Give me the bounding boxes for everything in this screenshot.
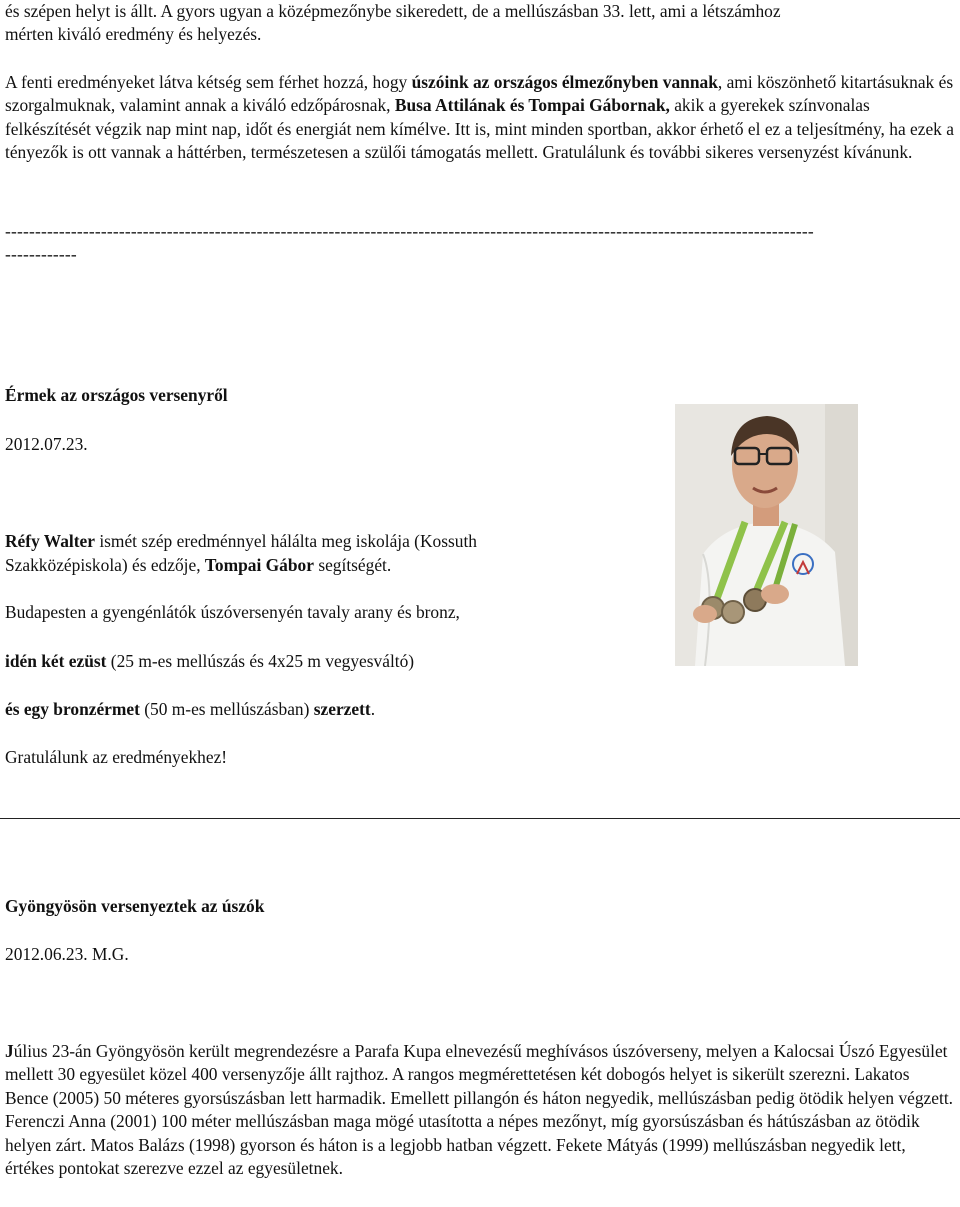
text-span: . xyxy=(370,699,376,719)
summary-bold-elite: úszóink az országos élmezőnyben vannak xyxy=(411,72,718,92)
article-2-body xyxy=(5,1040,957,1180)
earned-word: szerzett xyxy=(313,699,371,719)
text-span: (25 m-es mellúszás és 4x25 m vegyesváltó) xyxy=(106,651,415,671)
summary-bold-coaches: Busa Attilának és Tompai Gábornak, xyxy=(394,95,670,116)
article-1-p1-line2 xyxy=(5,554,391,577)
intro-line-1: és szépen helyt is állt. A gyors ugyan a középmezőnybe sikeredett, de a mellúszásban 33. lett, ami a létszámhoz xyxy=(5,1,781,21)
drop-letter: J xyxy=(5,1041,14,1061)
separator-line-2: ------------ xyxy=(5,244,77,264)
silver-medals: idén két ezüst xyxy=(5,651,107,671)
article-1-p2: Budapesten a gyengénlátók úszóversenyén tavaly arany és bronz, xyxy=(5,602,460,622)
text-span: Szakközépiskola) és edzője, xyxy=(5,555,205,575)
article-1-date: 2012.07.23. xyxy=(5,434,88,454)
separator-line-1: --------------------------------------------------------------------------------------------------------------------------------------- xyxy=(5,221,814,241)
intro-line-2: mérten kiváló eredmény és helyezés. xyxy=(5,24,262,44)
article-1-p4 xyxy=(5,699,375,720)
article-1-p1-line1 xyxy=(5,530,477,553)
text-span: segítségét. xyxy=(313,555,392,575)
horizontal-rule xyxy=(0,818,960,819)
article-2-text: úlius 23-án Gyöngyösön került megrendezésre a Parafa Kupa elnevezésű meghívásos úszóverseny, melyen a Kalocsai Úszó Egyesület mellett 30 egyesület közel 400 versenyzője állt rajthoz. A rangos megmérettetésen két dobogós helyet is sikerült szerezni. Lakatos Bence (2005) 50 méteres gyorsúszásban lett harmadik. Emellett pillangón és háton negyedik, mellúszásban pedig ötödik helyen végzett. Ferenczi Anna (2001) 100 méter mellúszásban maga mögé utasította a népes mezőnyt, míg gyorsúszásban és hátúszásban az ötödik helyen zárt. Matos Balázs (1998) gyorson és háton is a legjobb hatban végzett. Fekete Mátyás (1999) mellúszásban negyedik lett, értékes pontokat szerezve ezzel az egyesületnek. xyxy=(5,1041,954,1179)
text-span: ismét szép eredménnyel hálálta meg iskolája (Kossuth xyxy=(94,531,477,551)
medalist-photo-icon xyxy=(675,404,858,666)
article-1-title: Érmek az országos versenyről xyxy=(5,385,228,405)
text-span: (50 m-es mellúszásban) xyxy=(139,699,314,719)
athlete-name: Réfy Walter xyxy=(5,531,95,551)
medalist-photo xyxy=(675,404,858,666)
article-2-date: 2012.06.23. M.G. xyxy=(5,944,129,964)
summary-paragraph xyxy=(5,71,957,165)
summary-text: akik a gyerekek színvonalas felkészítését végzik nap mint nap, időt és energiát nem kímélve. Itt is, mint minden sportban, akkor érhető el ez a teljesítmény, ha ezek a tényezők is ott vannak a háttérben, természetesen a szülői támogatás mellett. Gratulálunk és további sikeres versenyzést kívánunk. xyxy=(5,95,954,163)
summary-text: , ami köszönhető kitartásuknak és szorgalmuknak, valamint annak a kiváló edzőpárosnak, xyxy=(5,72,954,116)
coach-name: Tompai Gábor xyxy=(204,555,314,575)
article-1-p3 xyxy=(5,651,414,672)
bronze-medal: és egy bronzérmet xyxy=(5,699,140,719)
article-1-p5: Gratulálunk az eredményekhez! xyxy=(5,747,228,767)
article-2-title: Gyöngyösön versenyeztek az úszók xyxy=(5,896,265,916)
summary-text: A fenti eredményeket látva kétség sem férhet hozzá, hogy xyxy=(5,72,412,92)
